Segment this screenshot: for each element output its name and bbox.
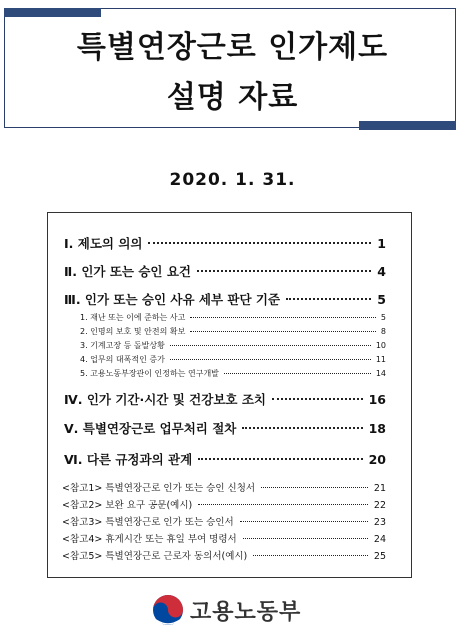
toc-item-label: Ⅵ. 다른 규정과의 관계 [64, 452, 193, 467]
toc-item-label: Ⅰ. 제도의 의의 [64, 236, 143, 251]
leader-dots [240, 521, 368, 522]
toc-reference-page: 25 [373, 551, 386, 562]
toc-reference-label: <참고3> 특별연장근로 인가 또는 승인서 [62, 517, 234, 528]
toc-reference-page: 24 [373, 534, 386, 545]
toc-reference-page: 21 [373, 483, 386, 494]
toc-item-label: Ⅴ. 특별연장근로 업무처리 절차 [64, 421, 237, 436]
leader-dots [198, 458, 362, 460]
toc-subitem-label: 1. 재난 또는 이에 준하는 사고 [80, 313, 186, 322]
toc-subitem-2[interactable] [80, 326, 386, 337]
toc-item-page: 20 [368, 452, 386, 467]
toc-reference-1[interactable] [62, 480, 386, 494]
document-title-line1: 특별연장근로 인가제도 [76, 30, 389, 65]
toc-item-page: 18 [368, 421, 386, 436]
toc-item-section-6[interactable] [64, 450, 386, 468]
toc-item-section-5[interactable] [64, 419, 386, 437]
toc-item-section-2[interactable] [64, 262, 386, 280]
toc-item-label: Ⅳ. 인가 기간·시간 및 건강보호 조치 [64, 392, 266, 407]
leader-dots [242, 427, 362, 429]
toc-subitem-1[interactable] [80, 312, 386, 323]
leader-dots [253, 555, 368, 556]
toc-item-section-1[interactable] [64, 234, 386, 252]
toc-subitem-label: 3. 기계고장 등 돌발상황 [80, 341, 165, 350]
toc-item-page: 4 [377, 264, 386, 279]
toc-subitem-label: 4. 업무의 대폭적인 증가 [80, 355, 165, 364]
leader-dots [170, 345, 371, 346]
toc-reference-page: 23 [373, 517, 386, 528]
toc-item-page: 5 [377, 292, 386, 307]
leader-dots [243, 538, 368, 539]
toc-subitem-label: 5. 고용노동부장관이 인정하는 연구개발 [80, 369, 219, 378]
toc-subitem-label: 2. 인명의 보호 및 안전의 확보 [80, 327, 186, 336]
toc-item-page: 1 [377, 236, 386, 251]
toc-item-page: 16 [368, 392, 386, 407]
toc-reference-label: <참고4> 휴게시간 또는 휴일 부여 명령서 [62, 534, 237, 545]
toc-reference-label: <참고1> 특별연장근로 인가 또는 승인 신청서 [62, 483, 256, 494]
toc-item-section-4[interactable] [64, 390, 386, 408]
toc-item-label: Ⅲ. 인가 또는 승인 사유 세부 판단 기준 [64, 292, 281, 307]
toc-reference-3[interactable] [62, 514, 386, 528]
ministry-logo [152, 594, 301, 626]
leader-dots [197, 270, 371, 272]
toc-reference-label: <참고2> 보완 요구 공문(예시) [62, 500, 193, 511]
toc-reference-label: <참고5> 특별연장근로 근로자 동의서(예시) [62, 551, 248, 562]
toc-reference-2[interactable] [62, 497, 386, 511]
document-title-line2: 설명 자료 [166, 80, 299, 115]
toc-subitem-page: 5 [380, 313, 386, 322]
leader-dots [286, 298, 371, 300]
leader-dots [272, 398, 363, 400]
document-date: 2020. 1. 31. [169, 170, 296, 190]
leader-dots [148, 242, 371, 244]
leader-dots [190, 317, 376, 318]
leader-dots [261, 487, 368, 488]
toc-item-label: Ⅱ. 인가 또는 승인 요건 [64, 264, 191, 279]
title-accent-bar-top [4, 8, 101, 17]
toc-subitem-page: 8 [380, 327, 386, 336]
toc-subitem-page: 14 [375, 369, 386, 378]
title-accent-bar-bottom [359, 121, 456, 130]
ministry-name: 고용노동부 [190, 599, 302, 625]
toc-item-section-3[interactable] [64, 290, 386, 308]
leader-dots [198, 504, 368, 505]
toc-reference-page: 22 [373, 500, 386, 511]
leader-dots [190, 331, 376, 332]
toc-reference-4[interactable] [62, 531, 386, 545]
leader-dots [170, 359, 371, 360]
toc-subitem-3[interactable] [80, 340, 386, 351]
toc-subitem-5[interactable] [80, 368, 386, 379]
toc-subitem-page: 10 [375, 341, 386, 350]
taegeuk-emblem-icon [152, 594, 184, 626]
toc-subitem-4[interactable] [80, 354, 386, 365]
toc-reference-5[interactable] [62, 548, 386, 562]
leader-dots [224, 373, 371, 374]
toc-subitem-page: 11 [375, 355, 386, 364]
